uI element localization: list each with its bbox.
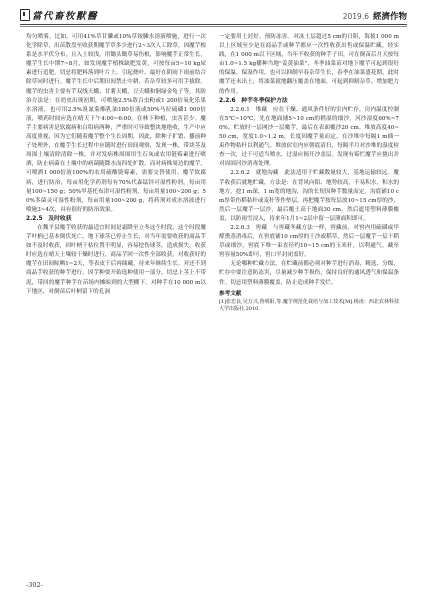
subsection-paragraph-2-2-6-2: 2.2.6.2 就地沟藏 此法适用于贮藏数量较大，基地运输较远。魔芋收获后就地贮藏，方法是：在背风向阳、地势较高，不易积水，积水的地方，挖1 m深，1 m宽的地沟，沟的长短因种芋数量而定。沟底铺10 cm厚带伤稻秸秆或麦秆等作垫层，再把魔芋按每层放10~15 cm厚的沙，然后一层魔芋一层沙，最后覆土高于地面30 cm，然后遮用塑料薄膜覆盖，以防雨雪浸入，待来年1月1~2层中留一层薄面积即可。 [219,170,399,222]
header-divider-thin [20,26,407,27]
subsection-paragraph-2-2-6-1: 2.2.6.1 堆藏 应在干燥、通风条件好的室内贮存，房内温度控制在5℃~10℃，先在地面铺5~10 cm的稍湿的细沙，河沙湿度60%~70%，贮放时一层网沙一层魔芋，最后在表面覆沙20 cm。堆放高度40~50 cm，宽度1.0~1.2 m，长度因魔芋量而定。在沙堆中每隔1 m插一束作物秸秆以利通气。堆放宿室内应朝底清扫，每隔半月对沙堆的湿度检查一次，过干可适当喷水，过湿应揭开沙盖层。发现有霉烂魔芋应挑出并对周围河沙消毒处理。 [219,106,399,168]
issue-date: 2019.6 [342,12,369,21]
journal-section-name: 經濟作物 [372,12,407,22]
body-paragraph: 一定要用土封好，预防冻害。对冻土层超过5 cm的日阻，海拔1 000 m以上区域至少是在商品芋或种芋都应一次性收获出售或保温贮藏。经实践，在1 000 m以下区域，当年不收获的种芋子田，可在倒苗后月天按每亩1.0~1.5 kg播种当地"姜黄油菜"，冬季油菜苗对地下魔芋可起到很好的保温、保湿作用，也可以抑制早春杂草生长，春季在油菜盛花期，此时魔芋还未出土，将油菜就地翻压覆盖在地面，可起到抑制杂草、增加肥力的作用。 [219,34,399,95]
right-column [219,33,399,588]
page-header [20,9,407,22]
logo-emblem-icon [20,9,30,21]
body-paragraph: 在魏平县魔芋收获的最适宜时间是霜降至立冬这个时段，这个时段魔芋叶柄已基本倒伏死亡，地下球茎已停止生长，对当年需要收获的商品芋如不及时收获，因叶柄干枯位置不明显，容易挖伤球茎，造成损失。收获时应选在晴天土壤较干燥时进行，商品芋回一次性全部收获，对收获好的魔芋在田间晾晒1~2天，等表皮干后再储藏，待来年继续生长。对还不到商品芋收获的种芋进行，因芋种要开始选种使用一部分，切忌上茎上不带泥，带回的魔芋种芋在苗场内摊晾到的大型棚下，对种芋在10 000 m以下地区，对倒苗后叶柄留下的孔洞 [26,224,206,295]
issue-info [343,10,407,22]
section-heading-2-2-5: 2.2.5 及时收获 [26,215,72,222]
reference-item: [1]张忠良,吴万兴,鲁明阳,等.魔芋规范化栽培与加工技术[M].杨凌：西北农林科技大学出版社,2010. [219,298,399,313]
body-paragraph: 均匀喷雾，比如，可用41%草甘膦或10%草铵膦水溶液喷施，进行一次化学除草，出苗散盘至收获期魔芋草多少进行2~3次人工除草，因魔芋根系是水平伏分布，且入土较浅，用锄头锄草易伤根，影响魔芋正常生长，魔芋生长中期7~8月，如发现魔芋植株缺肥发黄，可按每亩5~10 kg尿素进行追肥，切忌将肥料落到叶片上，引起烧叶，最好在阴雨下雨前结合除草同时进行。魔芋生长中后期田间禁止中耕，若杂草较多可用手拔除。魔芋的虫害主要有芋双线天蛾、甘薯天蛾，豆天蛾和铜绿金龟子等。其防治方法是：在幼虫出现初期，可喷施2.5%敌百虫粉或1 200倍氧化乐果水溶液，也可用2.5%溴氰菊酯乳油180倍液或50%马拉硫磷1 000倍液，喷药时间应选在晴天下午4:00~6:00，在林下种植，虫害甚少。魔芋主要病害是软腐病和白绢病两种，严重时可导致整块地绝收，生产中应高度重视，因为它们随着魔芋整个生长周期，因此，除种子扩繁、播前种子处理外，在魔芋生长过程中应随时进行田间观察，发现一株，带块茎及周围土壤清除清除一株，并对发病株周围用生石灰或农用链霉素进行喷洒，防止病菌在土壤中的病菌随降水而四处扩散，而对病株周边的魔芋，可喷洒1 000倍液100%的农用硫酸链霉素，需要交替使用。魔芋软腐病，进行防治，每亩用化学药剂每有70%代森锰锌可湿性粉剂，每亩用量100~150 g；50%甲基托布津可湿性粉剂，每亩用量100~200 g；50%多菌灵可湿性粉剂，每亩用量100~200 g，将药剂对成水溶液进行喷施3~4次，具有很好的防治效果。 [26,34,206,213]
journal-logo [20,9,98,21]
left-column [26,33,206,568]
subsection-paragraph-2-2-6-3: 2.2.6.3 窖藏 与窖藏冬藏方法一样，窖藏前，对窖内用硫磺或甲醛熏蒸消毒后，在窖底铺10 cm厚的干沙或稻草，然后一层魔芋一层干稻草或细沙，窖底下堆一束直径约10~15 cm的玉米秆，以利通气。藏至窖容量50%即可，窖口半封闭盖好。 [219,224,399,259]
conclusion-paragraph: 无论哪种贮藏方法，在贮藏前都必须对种芋进行消毒，精选、分级，贮存中要注意防冻害，尽量减少种芋损伤，保持良好的通风透气和保温条件。切忌用塑料薄膜覆盖，防止造成种芋发烂。 [219,261,399,286]
logo-text: 當代畜牧獸醫 [32,11,99,22]
page-number: -302- [26,581,43,589]
section-heading-2-2-6: 2.2.6 种芋冬季保护方法 [219,97,288,104]
references-title: 参考文献 [219,290,242,297]
